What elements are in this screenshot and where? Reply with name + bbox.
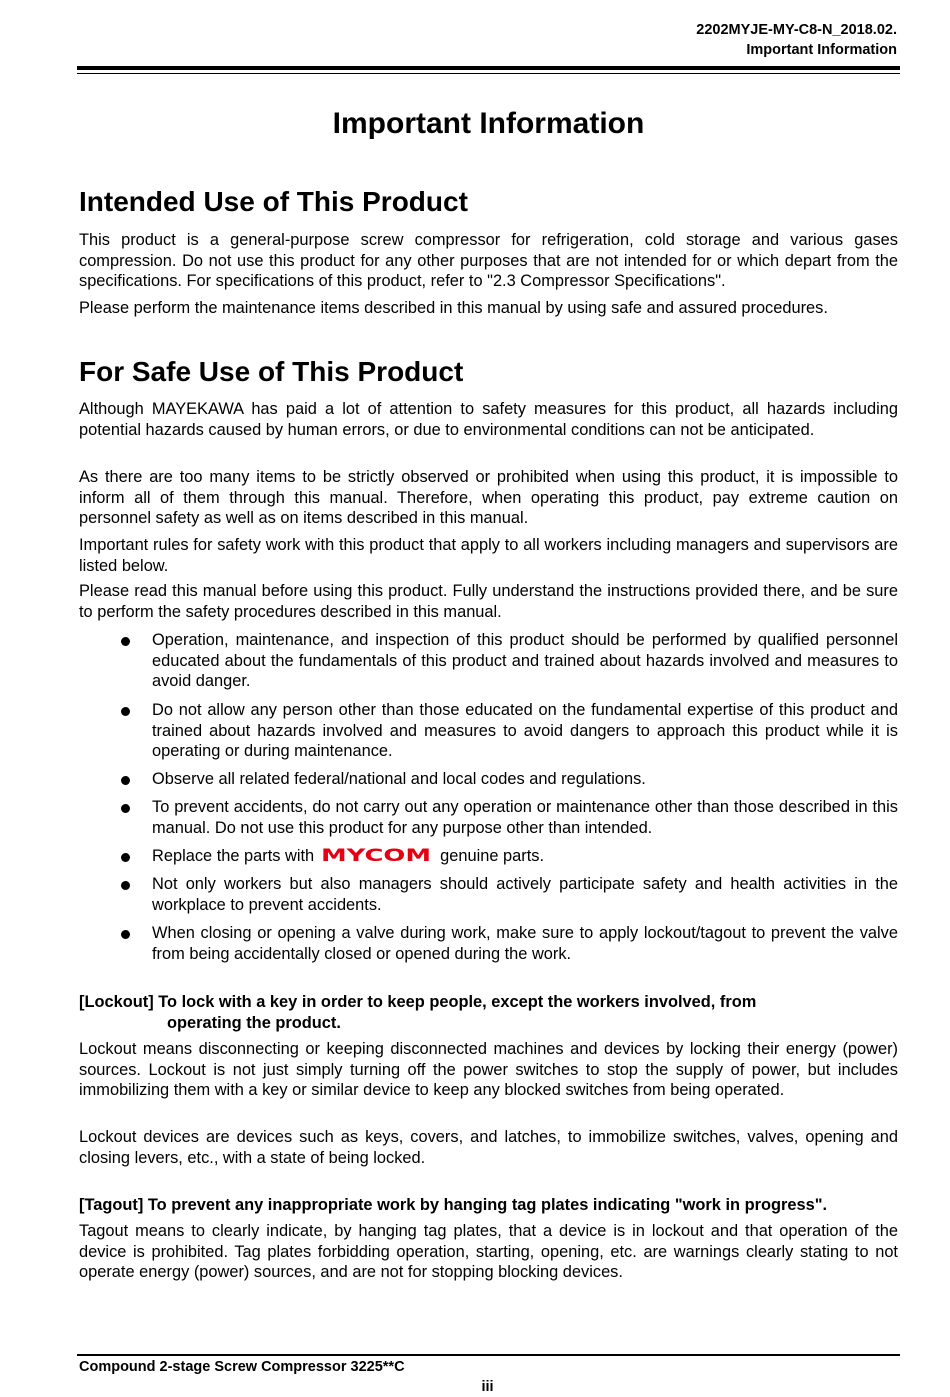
intended-use-paragraph-1: This product is a general-purpose screw compressor for refrigeration, cold storage and various gases compression. Do not use this product for any other purposes that are not intended for or which depart from the specifications. For specifications of this product, refer to "2.3 Compressor Specifications".	[79, 231, 898, 291]
header-rule-thin	[77, 73, 900, 74]
parts-bullet-after: genuine parts.	[440, 847, 545, 865]
list-item	[152, 797, 898, 838]
list-item	[152, 700, 898, 762]
footer-rule	[77, 1354, 900, 1356]
list-item	[152, 874, 898, 915]
list-item-text: Do not allow any person other than those educated on the fundamental expertise of this product and trained about hazards involved and measures to avoid dangers to approach this product while it is operating or during maintenance.	[152, 701, 898, 761]
running-header-section: Important Information	[746, 42, 897, 58]
bullet-dot-icon	[121, 804, 130, 813]
safe-use-paragraph-2: As there are too many items to be strictly observed or prohibited when using this product, it is impossible to inform all of them through this manual. Therefore, when operating this product, pay extreme caution on personnel safety as well as on items described in this manual.	[79, 468, 898, 528]
lockout-heading-line-1: [Lockout] To lock with a key in order to keep people, except the workers involved, from	[79, 993, 757, 1011]
page-number: iii	[481, 1379, 494, 1395]
safe-use-paragraph-3: Important rules for safety work with this product that apply to all workers including managers and supervisors are listed below.	[79, 536, 898, 575]
bullet-dot-icon	[121, 853, 130, 862]
bullet-dot-icon	[121, 930, 130, 939]
tagout-paragraph: Tagout means to clearly indicate, by hanging tag plates, that a device is in lockout and that operation of the device is prohibited. Tag plates forbidding operation, starting, opening, etc. are warnings clearly stating to not operate energy (power) sources, and are not for stopping blocking devices.	[79, 1222, 898, 1282]
lockout-heading	[79, 992, 898, 1033]
bullet-dot-icon	[121, 776, 130, 785]
bullet-dot-icon	[121, 881, 130, 890]
list-item	[152, 923, 898, 964]
heading-intended-use: Intended Use of This Product	[79, 186, 468, 217]
lockout-heading-line-2: operating the product.	[167, 1013, 341, 1032]
list-item	[152, 630, 898, 692]
footer-product-name: Compound 2-stage Screw Compressor 3225**C	[79, 1359, 405, 1375]
safe-use-paragraph-4: Please read this manual before using this product. Fully understand the instructions provided there, and be sure to perform the safety procedures described in this manual.	[79, 582, 898, 621]
list-item	[152, 846, 898, 867]
list-item-text: When closing or opening a valve during work, make sure to apply lockout/tagout to prevent the valve from being accidentally closed or opened during the work.	[152, 924, 898, 963]
page-title: Important Information	[332, 107, 645, 140]
list-item-text: Operation, maintenance, and inspection of this product should be performed by qualified personnel educated about the fundamentals of this product and trained about hazards involved and measures to avoid danger.	[152, 631, 898, 691]
intended-use-paragraph-2: Please perform the maintenance items described in this manual by using safe and assured procedures.	[79, 299, 828, 317]
lockout-paragraph-2: Lockout devices are devices such as keys, covers, and latches, to immobilize switches, valves, opening and closing levers, etc., with a state of being locked.	[79, 1128, 898, 1167]
bullet-dot-icon	[121, 707, 130, 716]
mycom-logo-text: MYCOM	[321, 847, 432, 863]
list-item	[152, 769, 898, 790]
list-item-text: To prevent accidents, do not carry out any operation or maintenance other than those described in this manual. Do not use this product for any purpose other than intended.	[152, 798, 898, 837]
parts-bullet-before: Replace the parts with	[152, 847, 315, 865]
tagout-heading: [Tagout] To prevent any inappropriate work by hanging tag plates indicating "work in progress".	[79, 1196, 828, 1214]
list-item-text: Not only workers but also managers should actively participate safety and health activities in the workplace to prevent accidents.	[152, 875, 898, 914]
document-code: 2202MYJE-MY-C8-N_2018.02.	[696, 22, 897, 38]
mycom-logo	[320, 847, 432, 863]
safe-use-paragraph-1: Although MAYEKAWA has paid a lot of attention to safety measures for this product, all hazards including potential hazards caused by human errors, or due to environmental conditions can not be anticipated.	[79, 400, 898, 439]
heading-safe-use: For Safe Use of This Product	[79, 356, 464, 387]
lockout-paragraph-1: Lockout means disconnecting or keeping disconnected machines and devices by locking their energy (power) sources. Lockout is not just simply turning off the power switches to stop the supply of power, but includes immobilizing them with a key or similar device to keep any blocked switches from being operated.	[79, 1040, 898, 1100]
header-rule-thick	[77, 66, 900, 70]
list-item-text: Observe all related federal/national and local codes and regulations.	[152, 770, 646, 788]
bullet-dot-icon	[121, 637, 130, 646]
